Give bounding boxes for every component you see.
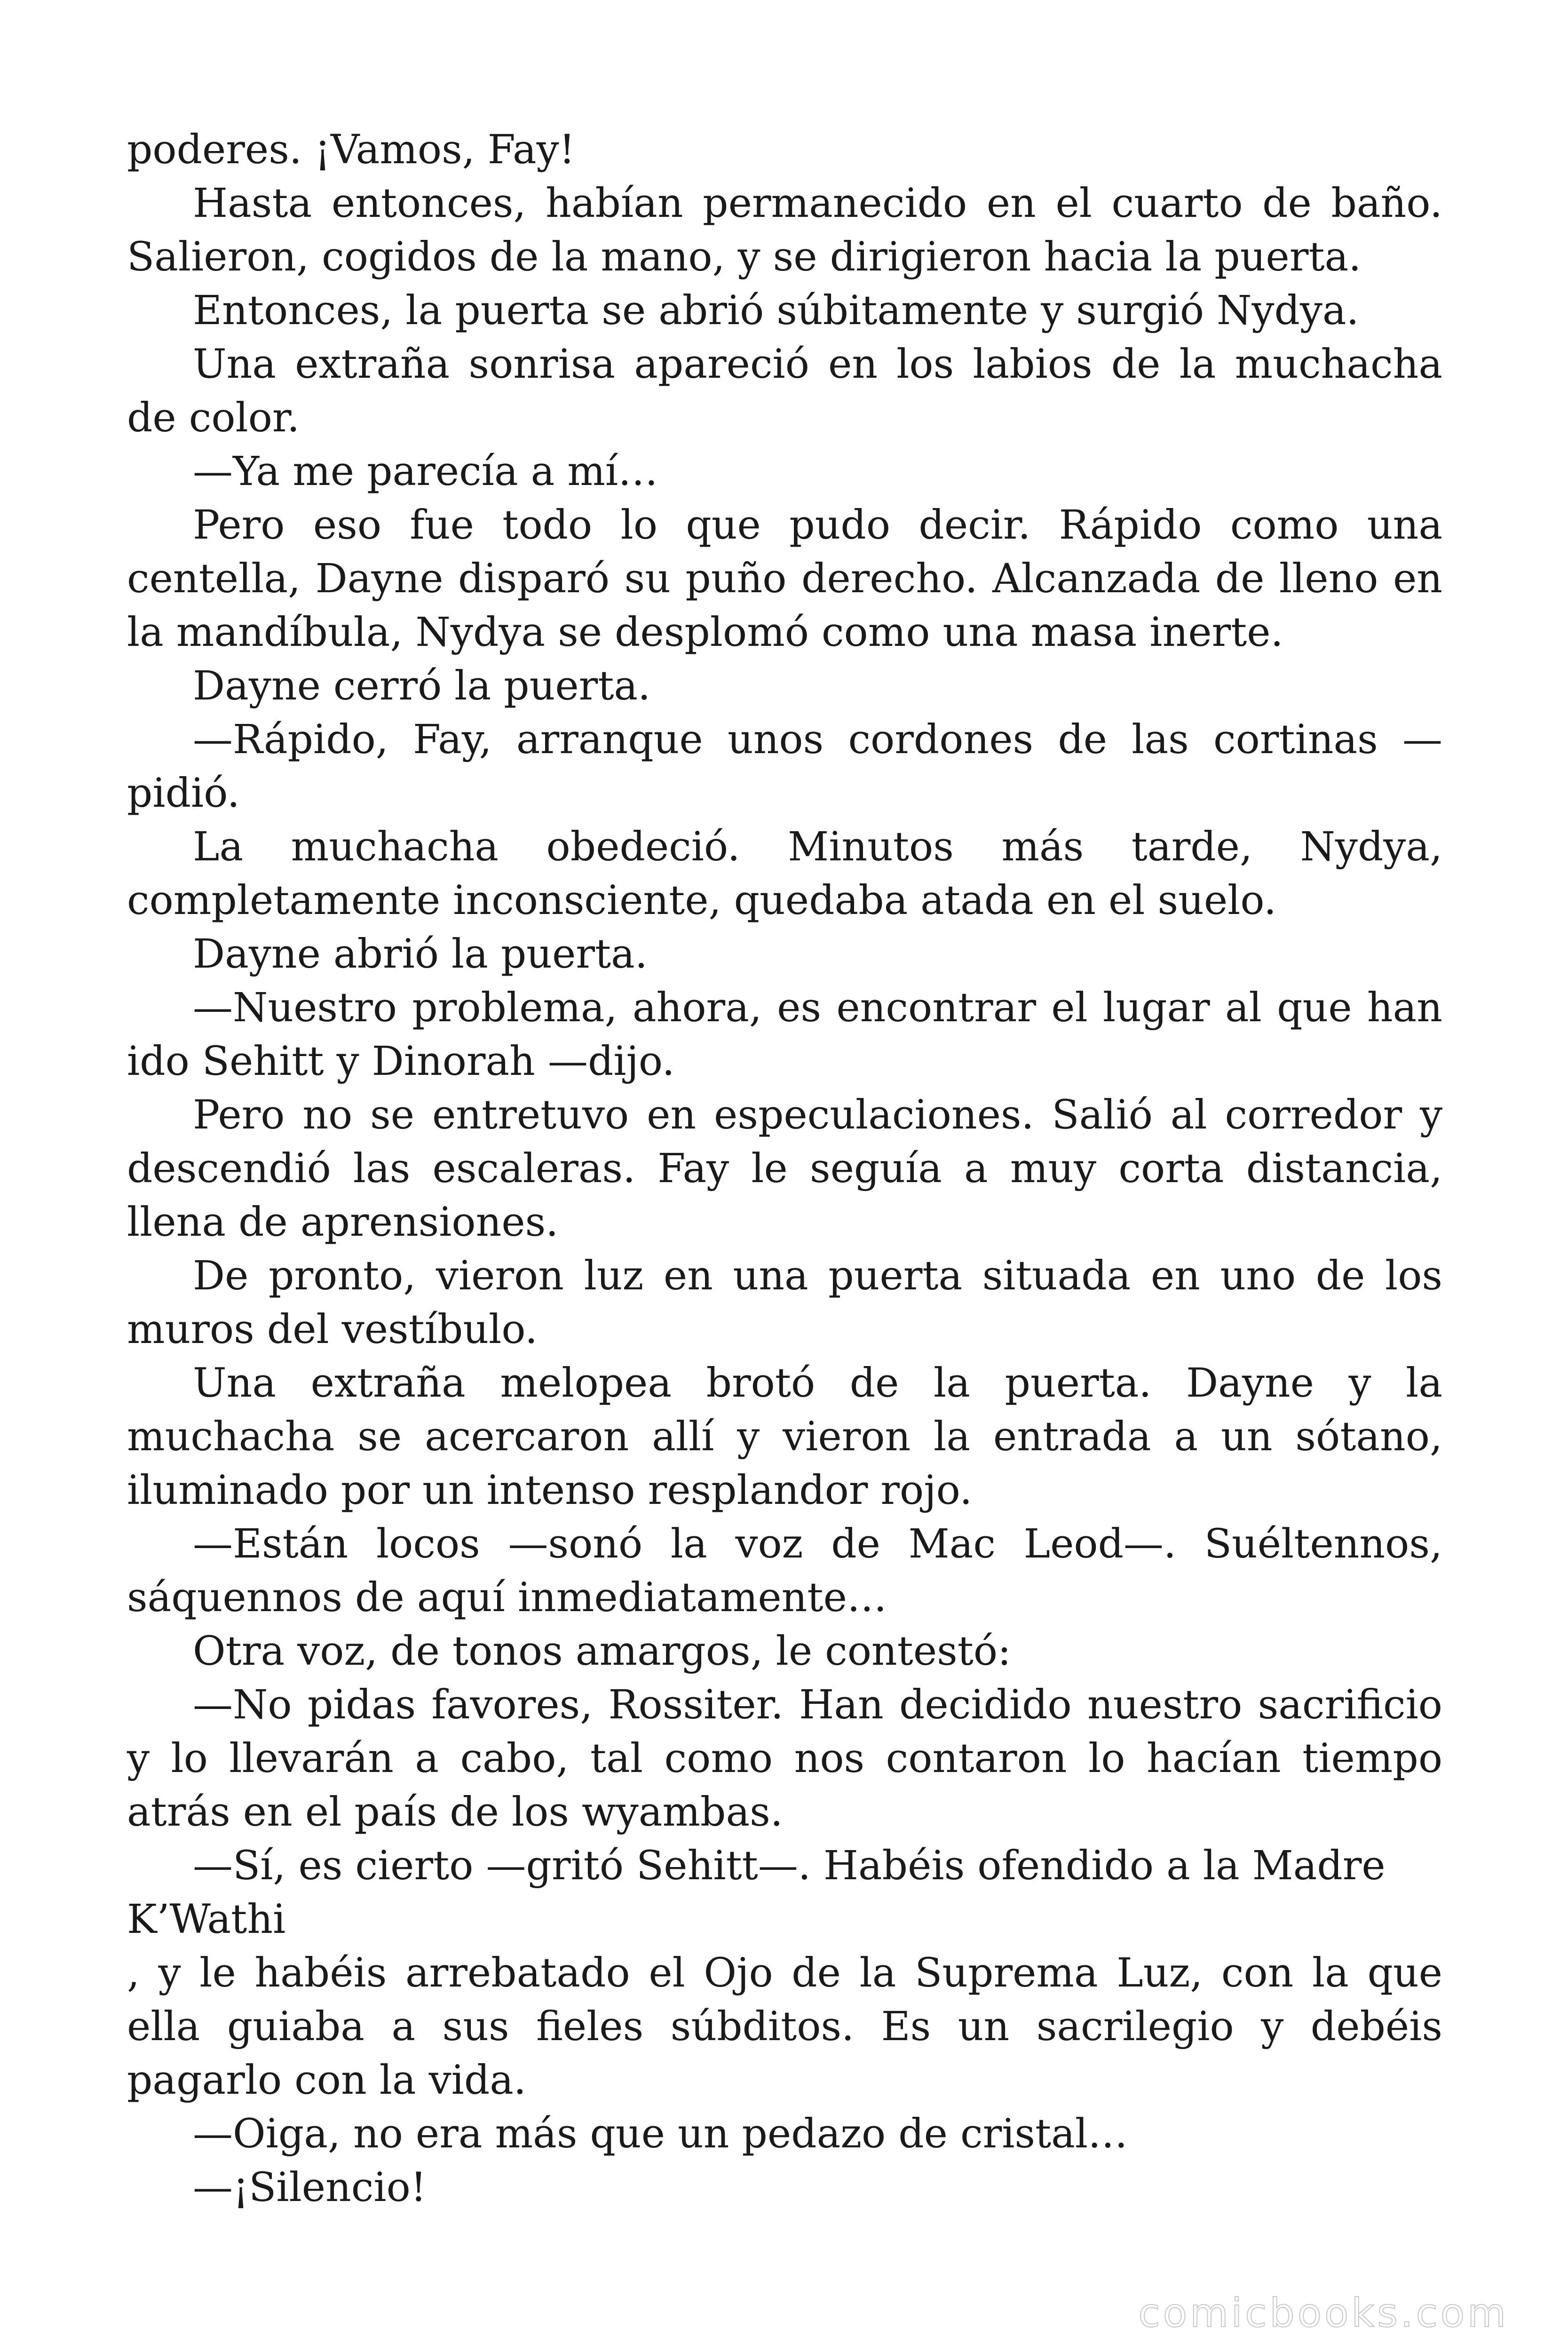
paragraph: —Rápido, Fay, arranque unos cordones de las cortinas —pidió. [127,716,1442,817]
paragraph: Hasta entonces, habían permanecido en el cuarto de baño. Salieron, cogidos de la mano, y se dirigieron hacia la puerta. [127,180,1442,280]
paragraph: Pero eso fue todo lo que pudo decir. Rápido como una centella, Dayne disparó su puño derecho. Alcanzada de lleno en la mandíbula, Nydya se desplomó como una masa inerte. [127,502,1442,656]
paragraph: —Nuestro problema, ahora, es encontrar el lugar al que han ido Sehitt y Dinorah —dijo. [127,985,1442,1085]
paragraph: —Ya me parecía a mí… [193,448,658,495]
paragraph: Entonces, la puerta se abrió súbitamente y surgió Nydya. [193,287,1359,334]
paragraph: Una extraña sonrisa apareció en los labios de la muchacha de color. [127,341,1442,441]
paragraph: K’Wathi [127,1896,286,1943]
watermark-text: comicbooks.com [1138,2290,1509,2336]
paragraph: Una extraña melopea brotó de la puerta. Dayne y la muchacha se acercaron allí y vieron la entrada a un sótano, iluminado por un intenso resplandor rojo. [127,1360,1442,1514]
paragraph: —¡Silencio! [193,2164,427,2211]
paragraph: Dayne cerró la puerta. [193,663,651,709]
paragraph: —Sí, es cierto —gritó Sehitt—. Habéis ofendido a la Madre [193,1843,1386,1889]
paragraph: —Oiga, no era más que un pedazo de cristal… [193,2111,1128,2157]
paragraph: Dayne abrió la puerta. [193,931,648,977]
paragraph: De pronto, vieron luz en una puerta situada en uno de los muros del vestíbulo. [127,1253,1442,1353]
paragraph: Otra voz, de tonos amargos, le contestó: [193,1628,1011,1675]
paragraph: , y le habéis arrebatado el Ojo de la Suprema Luz, con la que ella guiaba a sus fieles súbditos. Es un sacrilegio y debéis pagarlo con la vida. [127,1950,1442,2104]
book-page-text [127,123,1442,2215]
paragraph: La muchacha obedeció. Minutos más tarde, Nydya, completamente inconsciente, quedaba atada en el suelo. [127,824,1442,924]
paragraph: —Están locos —sonó la voz de Mac Leod—. Suéltennos, sáquennos de aquí inmediatamente… [127,1521,1442,1621]
paragraph: —No pidas favores, Rossiter. Han decidido nuestro sacrificio y lo llevarán a cabo, tal como nos contaron lo hacían tiempo atrás en el país de los wyambas. [127,1682,1442,1836]
paragraph: poderes. ¡Vamos, Fay! [127,127,575,173]
paragraph: Pero no se entretuvo en especulaciones. Salió al corredor y descendió las escaleras. Fay le seguía a muy corta distancia, llena de aprensiones. [127,1092,1442,1246]
